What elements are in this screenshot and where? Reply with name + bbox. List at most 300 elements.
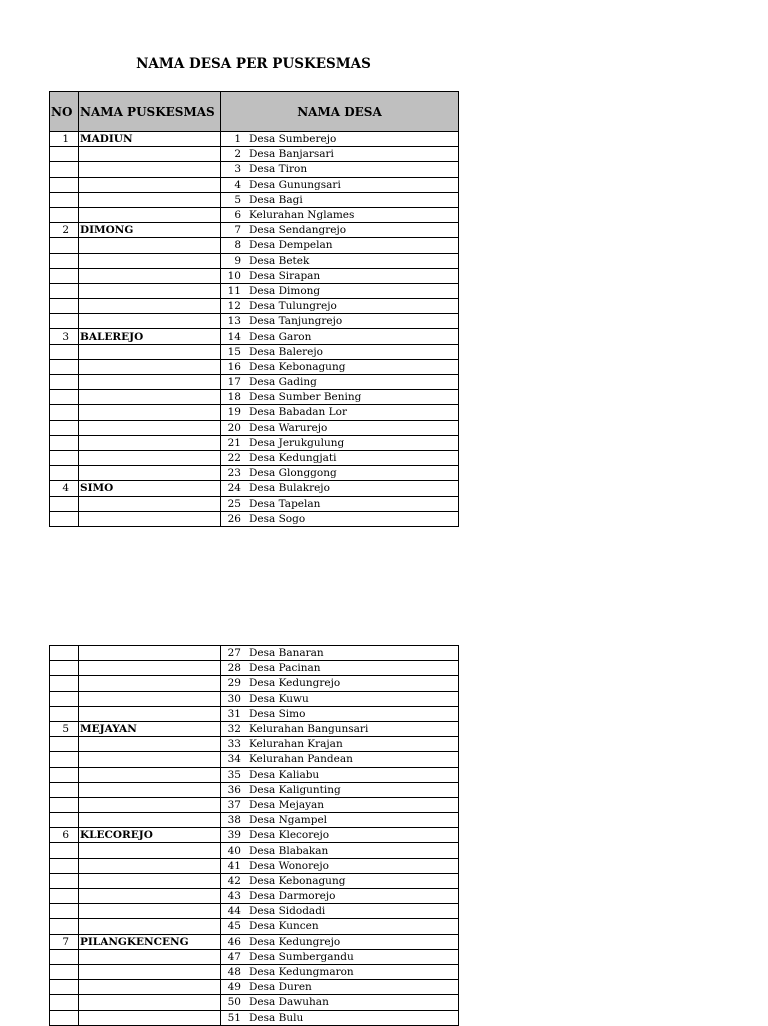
row-desa-cell	[221, 132, 459, 147]
desa-number: 21	[227, 436, 241, 449]
desa-name: Desa Garon	[249, 330, 312, 343]
row-desa-cell	[221, 721, 459, 736]
row-no	[50, 344, 79, 359]
table-row	[50, 980, 459, 995]
desa-name: Desa Duren	[249, 981, 312, 994]
row-puskesmas	[79, 314, 221, 329]
table-row	[50, 466, 459, 481]
desa-number: 10	[227, 269, 241, 282]
desa-number: 46	[227, 935, 241, 948]
row-puskesmas	[79, 405, 221, 420]
row-no	[50, 995, 79, 1010]
desa-number: 31	[227, 707, 241, 720]
row-no	[50, 177, 79, 192]
desa-number: 14	[227, 330, 241, 343]
row-puskesmas	[79, 752, 221, 767]
row-no: 3	[50, 329, 79, 344]
table-row	[50, 299, 459, 314]
row-no	[50, 706, 79, 721]
page-title: NAMA DESA PER PUSKESMAS	[136, 56, 371, 72]
table-row	[50, 223, 459, 238]
table-row	[50, 813, 459, 828]
row-desa-cell	[221, 767, 459, 782]
row-desa-cell	[221, 450, 459, 465]
row-puskesmas: DIMONG	[79, 223, 221, 238]
table-row	[50, 721, 459, 736]
desa-number: 40	[227, 844, 241, 857]
row-puskesmas	[79, 813, 221, 828]
desa-number: 35	[227, 768, 241, 781]
row-no	[50, 450, 79, 465]
desa-name: Desa Kedungmaron	[249, 966, 354, 979]
table-row	[50, 177, 459, 192]
row-puskesmas	[79, 299, 221, 314]
desa-name: Desa Glonggong	[249, 467, 337, 480]
desa-name: Kelurahan Krajan	[249, 738, 343, 751]
row-no	[50, 949, 79, 964]
table-row	[50, 192, 459, 207]
table-row	[50, 359, 459, 374]
desa-number: 43	[227, 890, 241, 903]
row-desa-cell	[221, 435, 459, 450]
table-row	[50, 646, 459, 661]
row-no	[50, 919, 79, 934]
row-desa-cell	[221, 177, 459, 192]
desa-number: 22	[227, 452, 241, 465]
row-puskesmas: KLECOREJO	[79, 828, 221, 843]
desa-number: 19	[227, 406, 241, 419]
desa-number: 36	[227, 783, 241, 796]
table-row	[50, 995, 459, 1010]
row-puskesmas	[79, 192, 221, 207]
table-row	[50, 162, 459, 177]
row-desa-cell	[221, 162, 459, 177]
row-no: 5	[50, 721, 79, 736]
desa-name: Desa Tiron	[249, 163, 308, 176]
table-row	[50, 132, 459, 147]
row-desa-cell	[221, 843, 459, 858]
desa-number: 32	[227, 723, 241, 736]
table-row	[50, 661, 459, 676]
desa-name: Desa Jerukgulung	[249, 436, 345, 449]
row-no	[50, 375, 79, 390]
table-header-row	[50, 92, 459, 132]
desa-number: 20	[227, 421, 241, 434]
desa-number: 30	[227, 692, 241, 705]
row-desa-cell	[221, 949, 459, 964]
row-desa-cell	[221, 873, 459, 888]
table-row	[50, 858, 459, 873]
desa-number: 1	[234, 133, 241, 146]
desa-name: Desa Pacinan	[249, 662, 321, 675]
row-no	[50, 797, 79, 812]
row-no	[50, 359, 79, 374]
desa-name: Desa Kebonagung	[249, 360, 346, 373]
desa-number: 7	[234, 224, 241, 237]
row-no	[50, 238, 79, 253]
desa-name: Desa Tapelan	[249, 497, 321, 510]
row-desa-cell	[221, 691, 459, 706]
desa-number: 48	[227, 966, 241, 979]
row-puskesmas: SIMO	[79, 481, 221, 496]
desa-name: Desa Dempelan	[249, 239, 333, 252]
row-desa-cell	[221, 481, 459, 496]
desa-number: 47	[227, 950, 241, 963]
row-no	[50, 511, 79, 526]
row-desa-cell	[221, 299, 459, 314]
table-row	[50, 268, 459, 283]
row-no	[50, 466, 79, 481]
village-table-1	[49, 91, 459, 527]
row-no	[50, 420, 79, 435]
table-row	[50, 238, 459, 253]
row-puskesmas	[79, 949, 221, 964]
row-puskesmas	[79, 797, 221, 812]
row-puskesmas: BALEREJO	[79, 329, 221, 344]
row-desa-cell	[221, 223, 459, 238]
table-row	[50, 435, 459, 450]
row-no	[50, 299, 79, 314]
header-no: NO	[50, 92, 79, 132]
desa-number: 13	[227, 315, 241, 328]
desa-name: Desa Simo	[249, 707, 306, 720]
row-desa-cell	[221, 344, 459, 359]
row-puskesmas	[79, 147, 221, 162]
row-desa-cell	[221, 329, 459, 344]
row-puskesmas	[79, 511, 221, 526]
row-puskesmas	[79, 661, 221, 676]
row-no	[50, 843, 79, 858]
table-row	[50, 207, 459, 222]
row-puskesmas	[79, 737, 221, 752]
table-row	[50, 1010, 459, 1025]
desa-name: Desa Kedungrejo	[249, 935, 341, 948]
row-puskesmas	[79, 858, 221, 873]
row-no	[50, 676, 79, 691]
row-no	[50, 980, 79, 995]
desa-name: Desa Sumberejo	[249, 133, 337, 146]
desa-number: 41	[227, 859, 241, 872]
row-no	[50, 646, 79, 661]
village-table-2	[49, 645, 459, 1026]
row-puskesmas	[79, 782, 221, 797]
row-puskesmas	[79, 268, 221, 283]
desa-name: Desa Dimong	[249, 284, 321, 297]
row-no	[50, 691, 79, 706]
table-row	[50, 904, 459, 919]
desa-name: Kelurahan Nglames	[249, 209, 355, 222]
row-puskesmas	[79, 980, 221, 995]
desa-number: 9	[234, 254, 241, 267]
desa-number: 38	[227, 814, 241, 827]
table-row	[50, 375, 459, 390]
table-row	[50, 949, 459, 964]
desa-name: Desa Warurejo	[249, 421, 328, 434]
desa-number: 4	[234, 178, 241, 191]
row-puskesmas	[79, 177, 221, 192]
row-puskesmas	[79, 283, 221, 298]
desa-number: 5	[234, 193, 241, 206]
row-desa-cell	[221, 375, 459, 390]
desa-number: 50	[227, 996, 241, 1009]
row-desa-cell	[221, 919, 459, 934]
row-puskesmas	[79, 496, 221, 511]
desa-number: 25	[227, 497, 241, 510]
row-desa-cell	[221, 676, 459, 691]
desa-name: Desa Gunungsari	[249, 178, 341, 191]
table-row	[50, 782, 459, 797]
desa-name: Desa Betek	[249, 254, 310, 267]
row-puskesmas: PILANGKENCENG	[79, 934, 221, 949]
header-puskesmas: NAMA PUSKESMAS	[79, 92, 221, 132]
desa-number: 27	[227, 647, 241, 660]
desa-name: Desa Gading	[249, 376, 317, 389]
row-puskesmas	[79, 995, 221, 1010]
row-puskesmas	[79, 466, 221, 481]
desa-number: 18	[227, 391, 241, 404]
row-puskesmas	[79, 238, 221, 253]
table-row	[50, 767, 459, 782]
row-no	[50, 737, 79, 752]
row-puskesmas	[79, 420, 221, 435]
row-no	[50, 162, 79, 177]
row-no	[50, 268, 79, 283]
desa-number: 45	[227, 920, 241, 933]
row-no	[50, 390, 79, 405]
desa-number: 34	[227, 753, 241, 766]
desa-name: Desa Mejayan	[249, 798, 325, 811]
desa-name: Desa Sidodadi	[249, 905, 326, 918]
row-desa-cell	[221, 706, 459, 721]
table-row	[50, 253, 459, 268]
desa-number: 26	[227, 512, 241, 525]
row-no	[50, 314, 79, 329]
row-puskesmas	[79, 843, 221, 858]
row-no	[50, 752, 79, 767]
row-no: 2	[50, 223, 79, 238]
desa-name: Desa Kedungjati	[249, 452, 337, 465]
desa-name: Desa Dawuhan	[249, 996, 329, 1009]
table-row	[50, 889, 459, 904]
row-puskesmas	[79, 919, 221, 934]
row-puskesmas	[79, 964, 221, 979]
desa-name: Desa Sumber Bening	[249, 391, 362, 404]
table-row	[50, 752, 459, 767]
row-no	[50, 661, 79, 676]
table-row	[50, 283, 459, 298]
row-desa-cell	[221, 253, 459, 268]
row-no	[50, 904, 79, 919]
table-row	[50, 450, 459, 465]
row-desa-cell	[221, 405, 459, 420]
row-no	[50, 782, 79, 797]
desa-name: Desa Sogo	[249, 512, 306, 525]
row-no: 1	[50, 132, 79, 147]
row-desa-cell	[221, 420, 459, 435]
desa-number: 11	[227, 284, 241, 297]
row-puskesmas	[79, 253, 221, 268]
desa-number: 15	[227, 345, 241, 358]
table-row	[50, 828, 459, 843]
desa-number: 17	[227, 376, 241, 389]
table-row	[50, 737, 459, 752]
desa-name: Desa Kuwu	[249, 692, 309, 705]
row-no	[50, 889, 79, 904]
table-row	[50, 496, 459, 511]
row-puskesmas	[79, 873, 221, 888]
row-desa-cell	[221, 904, 459, 919]
row-desa-cell	[221, 207, 459, 222]
desa-name: Kelurahan Pandean	[249, 753, 353, 766]
desa-number: 37	[227, 798, 241, 811]
row-no	[50, 253, 79, 268]
row-no	[50, 858, 79, 873]
desa-name: Desa Sirapan	[249, 269, 321, 282]
desa-name: Desa Sendangrejo	[249, 224, 347, 237]
desa-number: 29	[227, 677, 241, 690]
row-desa-cell	[221, 752, 459, 767]
desa-number: 2	[234, 148, 241, 161]
row-no	[50, 207, 79, 222]
table-row	[50, 314, 459, 329]
desa-name: Desa Babadan Lor	[249, 406, 347, 419]
row-desa-cell	[221, 858, 459, 873]
row-desa-cell	[221, 283, 459, 298]
desa-name: Desa Banaran	[249, 647, 324, 660]
table-row	[50, 329, 459, 344]
row-desa-cell	[221, 466, 459, 481]
desa-name: Desa Kaligunting	[249, 783, 341, 796]
desa-name: Desa Wonorejo	[249, 859, 329, 872]
row-puskesmas	[79, 344, 221, 359]
desa-number: 24	[227, 482, 241, 495]
header-desa: NAMA DESA	[221, 92, 459, 132]
row-puskesmas	[79, 706, 221, 721]
desa-number: 12	[227, 300, 241, 313]
row-desa-cell	[221, 359, 459, 374]
row-no: 7	[50, 934, 79, 949]
desa-number: 51	[227, 1011, 241, 1024]
row-desa-cell	[221, 934, 459, 949]
desa-name: Desa Blabakan	[249, 844, 329, 857]
row-no: 4	[50, 481, 79, 496]
desa-number: 8	[234, 239, 241, 252]
row-desa-cell	[221, 192, 459, 207]
desa-name: Desa Klecorejo	[249, 829, 330, 842]
desa-number: 28	[227, 662, 241, 675]
row-puskesmas	[79, 390, 221, 405]
desa-name: Desa Darmorejo	[249, 890, 336, 903]
table-row	[50, 420, 459, 435]
row-desa-cell	[221, 511, 459, 526]
row-desa-cell	[221, 147, 459, 162]
row-puskesmas	[79, 646, 221, 661]
row-no	[50, 767, 79, 782]
row-desa-cell	[221, 797, 459, 812]
row-puskesmas: MADIUN	[79, 132, 221, 147]
desa-number: 3	[234, 163, 241, 176]
row-no	[50, 496, 79, 511]
row-puskesmas	[79, 435, 221, 450]
desa-name: Desa Tulungrejo	[249, 300, 337, 313]
desa-name: Desa Tanjungrejo	[249, 315, 343, 328]
row-desa-cell	[221, 980, 459, 995]
row-desa-cell	[221, 782, 459, 797]
table-row	[50, 511, 459, 526]
table-row	[50, 964, 459, 979]
row-no	[50, 147, 79, 162]
table-row	[50, 706, 459, 721]
desa-number: 42	[227, 874, 241, 887]
row-desa-cell	[221, 737, 459, 752]
row-no	[50, 873, 79, 888]
table-row	[50, 934, 459, 949]
row-no	[50, 283, 79, 298]
row-no	[50, 964, 79, 979]
desa-number: 6	[234, 209, 241, 222]
desa-name: Desa Ngampel	[249, 814, 328, 827]
row-puskesmas	[79, 889, 221, 904]
row-no	[50, 1010, 79, 1025]
row-puskesmas	[79, 359, 221, 374]
row-desa-cell	[221, 995, 459, 1010]
table-row	[50, 147, 459, 162]
row-desa-cell	[221, 268, 459, 283]
desa-name: Desa Kebonagung	[249, 874, 346, 887]
table-row	[50, 873, 459, 888]
row-puskesmas	[79, 207, 221, 222]
desa-name: Desa Balerejo	[249, 345, 323, 358]
row-puskesmas	[79, 450, 221, 465]
row-no	[50, 435, 79, 450]
row-desa-cell	[221, 496, 459, 511]
table-row	[50, 843, 459, 858]
row-puskesmas	[79, 375, 221, 390]
desa-number: 44	[227, 905, 241, 918]
row-no: 6	[50, 828, 79, 843]
row-desa-cell	[221, 964, 459, 979]
row-desa-cell	[221, 1010, 459, 1025]
desa-name: Desa Kuncen	[249, 920, 319, 933]
table-row	[50, 390, 459, 405]
row-no	[50, 813, 79, 828]
row-puskesmas	[79, 691, 221, 706]
table-row	[50, 481, 459, 496]
row-puskesmas	[79, 767, 221, 782]
row-desa-cell	[221, 813, 459, 828]
desa-name: Desa Banjarsari	[249, 148, 334, 161]
row-desa-cell	[221, 828, 459, 843]
row-puskesmas: MEJAYAN	[79, 721, 221, 736]
row-puskesmas	[79, 162, 221, 177]
desa-number: 49	[227, 981, 241, 994]
desa-number: 39	[227, 829, 241, 842]
desa-number: 23	[227, 467, 241, 480]
row-desa-cell	[221, 646, 459, 661]
desa-name: Desa Bulakrejo	[249, 482, 330, 495]
row-puskesmas	[79, 676, 221, 691]
desa-number: 33	[227, 738, 241, 751]
row-desa-cell	[221, 889, 459, 904]
table-row	[50, 405, 459, 420]
desa-name: Desa Bagi	[249, 193, 303, 206]
desa-name: Desa Kaliabu	[249, 768, 320, 781]
table-row	[50, 919, 459, 934]
row-desa-cell	[221, 238, 459, 253]
table-row	[50, 797, 459, 812]
table-row	[50, 676, 459, 691]
row-desa-cell	[221, 314, 459, 329]
